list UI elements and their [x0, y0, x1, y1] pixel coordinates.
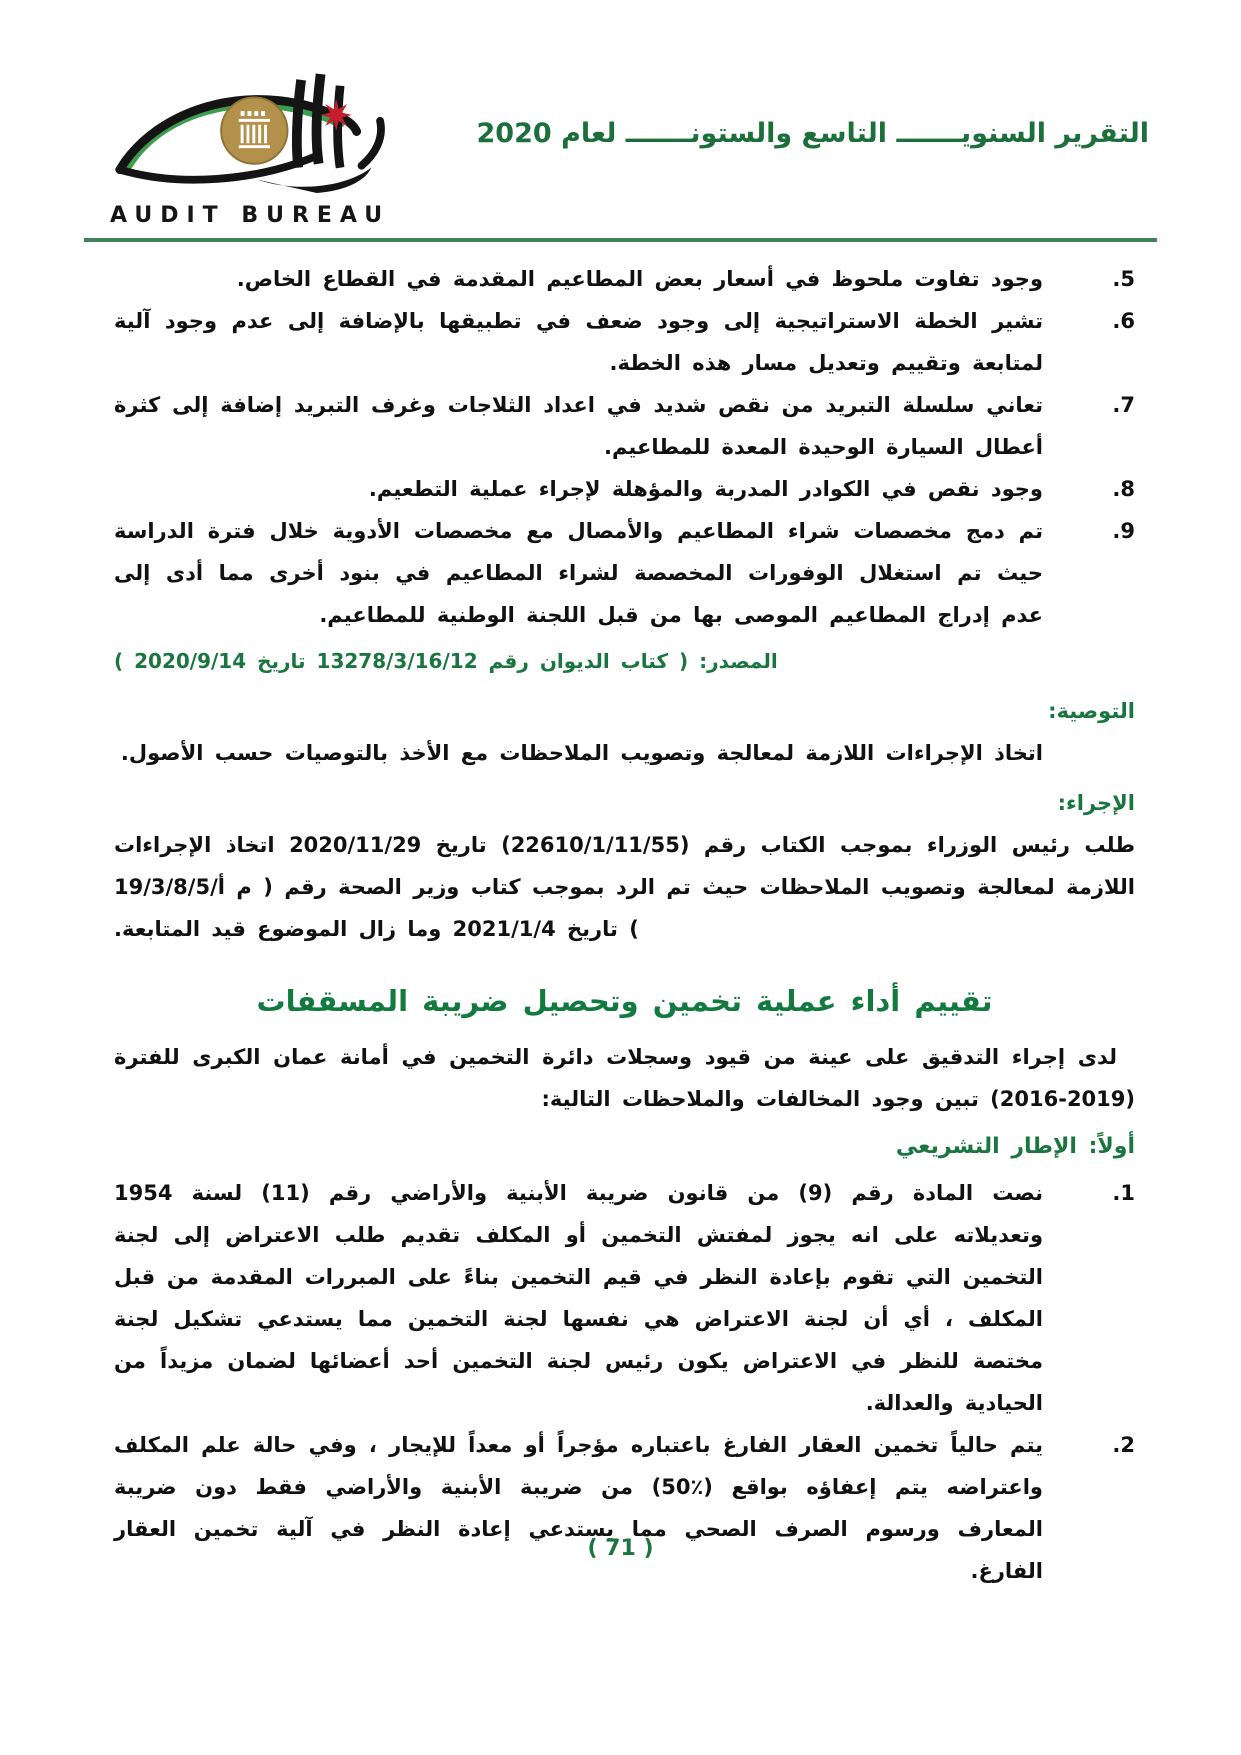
action-label: الإجراء:	[1057, 791, 1135, 815]
star-icon	[321, 99, 352, 130]
section-intro: لدى إجراء التدقيق على عينة من قيود وسجلات دائرة التخمين في أمانة عمان الكبرى للفترة (2019-2016) تبين وجود المخالفات والملاحظات التالية:	[114, 1045, 1135, 1111]
audit-bureau-logo	[110, 72, 422, 228]
section-items	[114, 1172, 1135, 1592]
finding-item-5	[114, 258, 1135, 300]
audit-bureau-emblem-icon	[110, 72, 422, 197]
item-number: 1.	[1112, 1181, 1135, 1205]
recommendation-text: اتخاذ الإجراءات اللازمة لمعالجة وتصويب الملاحظات مع الأخذ بالتوصيات حسب الأصول.	[120, 741, 1043, 765]
item-text: تشير الخطة الاستراتيجية إلى وجود ضعف في تطبيقها بالإضافة إلى عدم وجود آلية لمتابعة وتقييم وتعديل مسار هذه الخطة.	[114, 309, 1043, 375]
findings-list	[114, 258, 1135, 636]
item-text: وجود تفاوت ملحوظ في أسعار بعض المطاعيم المقدمة في القطاع الخاص.	[236, 267, 1043, 291]
section-item-2	[114, 1424, 1135, 1592]
finding-item-6	[114, 300, 1135, 384]
item-number: 8.	[1112, 477, 1135, 501]
item-text: تم دمج مخصصات شراء المطاعيم والأمصال مع مخصصات الأدوية خلال فترة الدراسة حيث تم استغلال الوفورات المخصصة لشراء المطاعيم في بنود أخرى مما أدى إلى عدم إدراج المطاعيم الموصى بها من قبل اللجنة الوطنية للمطاعيم.	[114, 519, 1043, 627]
page-header	[0, 0, 1241, 228]
item-text: يتم حالياً تخمين العقار الفارغ باعتباره مؤجراً أو معداً للإيجار ، وفي حالة علم المكلف واعتراضه يتم إعفاؤه بواقع (٪50) من ضريبة الأبنية والأراضي فقط دون ضريبة المعارف ورسوم الصرف الصحي مما يستدعي إعادة النظر في آلية تخمين العقار الفارغ.	[114, 1433, 1043, 1583]
item-number: 2.	[1112, 1433, 1135, 1457]
finding-item-8	[114, 468, 1135, 510]
section-item-1	[114, 1172, 1135, 1424]
document-body	[84, 242, 1157, 1592]
section-title: تقييم أداء عملية تخمين وتحصيل ضريبة المسقفات	[256, 984, 993, 1018]
page-number: ( 71 )	[587, 1536, 654, 1561]
finding-item-9	[114, 510, 1135, 636]
source-line: المصدر: ( كتاب الديوان رقم 13278/3/16/12 تاريخ 2020/9/14 )	[114, 649, 778, 673]
finding-item-7	[114, 384, 1135, 468]
item-number: 5.	[1112, 267, 1135, 291]
item-number: 6.	[1112, 309, 1135, 333]
item-text: نصت المادة رقم (9) من قانون ضريبة الأبنية والأراضي رقم (11) لسنة 1954 وتعديلاته على انه يجوز لمفتش التخمين أو المكلف تقديم طلب الاعتراض إلى لجنة التخمين التي تقوم بإعادة النظر في قيم التخمين بناءً على المبررات المقدمة من قبل المكلف ، أي أن لجنة الاعتراض هي نفسها لجنة التخمين مما يستدعي تشكيل لجنة مختصة للنظر في الاعتراض يكون رئيس لجنة التخمين أحد أعضائها لضمان مزيداً من الحيادية والعدالة.	[114, 1181, 1043, 1415]
report-title: التقرير السنويـــــــ التاسع والستونـــــــ لعام 2020	[476, 118, 1149, 149]
section-subheading: أولاً: الإطار التشريعي	[895, 1134, 1135, 1159]
item-text: وجود نقص في الكوادر المدربة والمؤهلة لإجراء عملية التطعيم.	[368, 477, 1043, 501]
item-number: 9.	[1112, 519, 1135, 543]
item-text: تعاني سلسلة التبريد من نقص شديد في اعداد الثلاجات وغرف التبريد إضافة إلى كثرة أعطال السيارة الوحيدة المعدة للمطاعيم.	[114, 393, 1043, 459]
logo-subtitle: AUDIT BUREAU	[110, 203, 391, 228]
recommendation-label: التوصية:	[1048, 699, 1135, 723]
item-number: 7.	[1112, 393, 1135, 417]
action-text: طلب رئيس الوزراء بموجب الكتاب رقم (22610/1/11/55) تاريخ 2020/11/29 اتخاذ الإجراءات اللازمة لمعالجة وتصويب الملاحظات حيث تم الرد بموجب كتاب وزير الصحة رقم ( م أ/19/3/8/5 ) تاريخ 2021/1/4 وما زال الموضوع قيد المتابعة.	[114, 833, 1135, 941]
